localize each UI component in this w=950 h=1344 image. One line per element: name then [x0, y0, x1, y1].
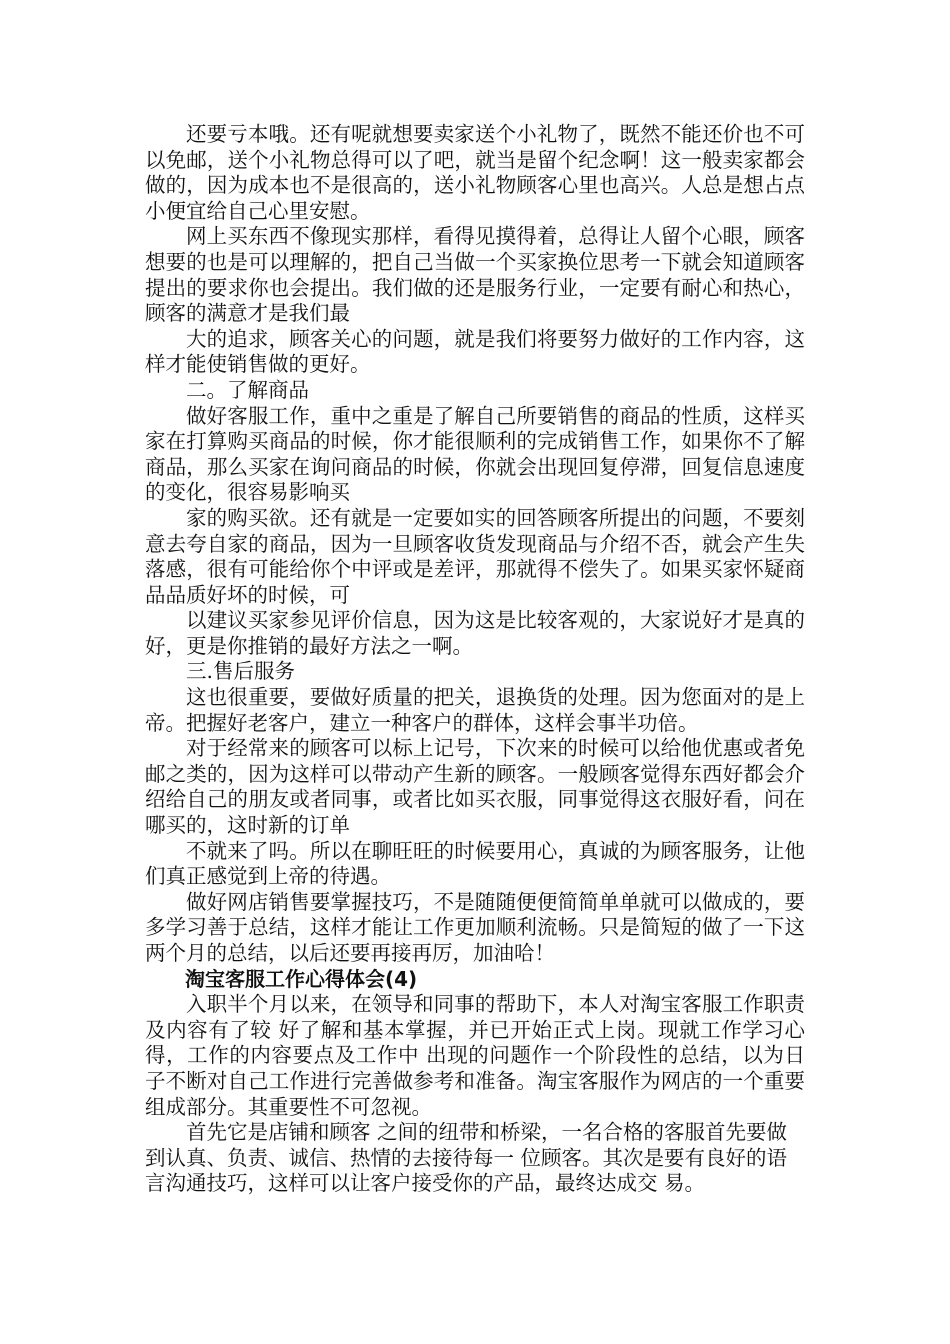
- article-title: 淘宝客服工作心得体会(4): [185, 966, 418, 991]
- document-page: [145, 122, 805, 1197]
- paragraph-10: 做好网店销售要掌握技巧，不是随随便便简简单单就可以做成的，要多学习善于总结，这样才能让工作更加顺利流畅。只是简短的做了一下这两个月的总结，以后还要再接再厉，加油哈！: [145, 889, 805, 965]
- paragraph-4: 做好客服工作，重中之重是了解自己所要销售的商品的性质，这样买家在打算购买商品的时候，你才能很顺利的完成销售工作，如果你不了解商品，那么买家在询问商品的时候，你就会出现回复停滞，回复信息速度的变化，很容易影响买: [145, 403, 805, 505]
- section-heading-after-sales: 三.售后服务: [186, 659, 296, 684]
- paragraph-12: 首先它是店铺和顾客 之间的纽带和桥梁，一名合格的客服首先要做到认真、负责、诚信、热情的去接待每一 位顾客。其次是要有良好的语言沟通技巧，这样可以让客户接受你的产品，最终达成交 易。: [145, 1120, 788, 1196]
- paragraph-5: 家的购买欲。还有就是一定要如实的回答顾客所提出的问题，不要刻意去夸自家的商品，因为一旦顾客收货发现商品与介绍不否，就会产生失落感，很有可能给你个中评或是差评，那就得不偿失了。如果买家怀疑商品品质好坏的时候，可: [145, 505, 805, 607]
- paragraph-11: 入职半个月以来，在领导和同事的帮助下，本人对淘宝客服工作职责及内容有了较 好了解和基本掌握，并已开始正式上岗。现就工作学习心得，工作的内容要点及工作中 出现的问题作一个阶段性的总结，以为日子不断对自己工作进行完善做参考和准备。淘宝客服作为网店的一个重要组成部分。其重要性不可忽视。: [145, 992, 805, 1119]
- section-heading-understand-products: 二。了解商品: [186, 377, 309, 402]
- paragraph-7: 这也很重要，要做好质量的把关，退换货的处理。因为您面对的是上帝。把握好老客户，建立一种客户的群体，这样会事半功倍。: [145, 685, 805, 735]
- paragraph-6: 以建议买家参见评价信息，因为这是比较客观的，大家说好才是真的好，更是你推销的最好方法之一啊。: [145, 608, 805, 658]
- paragraph-3: 大的追求，顾客关心的问题，就是我们将要努力做好的工作内容，这样才能使销售做的更好。: [145, 326, 805, 377]
- paragraph-2: 网上买东西不像现实那样，看得见摸得着，总得让人留个心眼，顾客想要的也是可以理解的，把自己当做一个买家换位思考一下就会知道顾客提出的要求你也会提出。我们做的还是服务行业，一定要有耐心和热心，顾客的满意才是我们最: [145, 224, 805, 326]
- paragraph-9: 不就来了吗。所以在聊旺旺的时候要用心，真诚的为顾客服务，让他们真正感觉到上帝的待遇。: [145, 838, 805, 889]
- paragraph-8: 对于经常来的顾客可以标上记号，下次来的时候可以给他优惠或者免邮之类的，因为这样可以带动产生新的顾客。一般顾客觉得东西好都会介绍给自己的朋友或者同事，或者比如买衣服，同事觉得这衣服好看，问在哪买的，这时新的订单: [145, 736, 805, 838]
- paragraph-1: 还要亏本哦。还有呢就想要卖家送个小礼物了，既然不能还价也不可以免邮，送个小礼物总得可以了吧，就当是留个纪念啊！这一般卖家都会做的，因为成本也不是很高的，送小礼物顾客心里也高兴。人总是想占点小便宜给自己心里安慰。: [145, 122, 805, 223]
